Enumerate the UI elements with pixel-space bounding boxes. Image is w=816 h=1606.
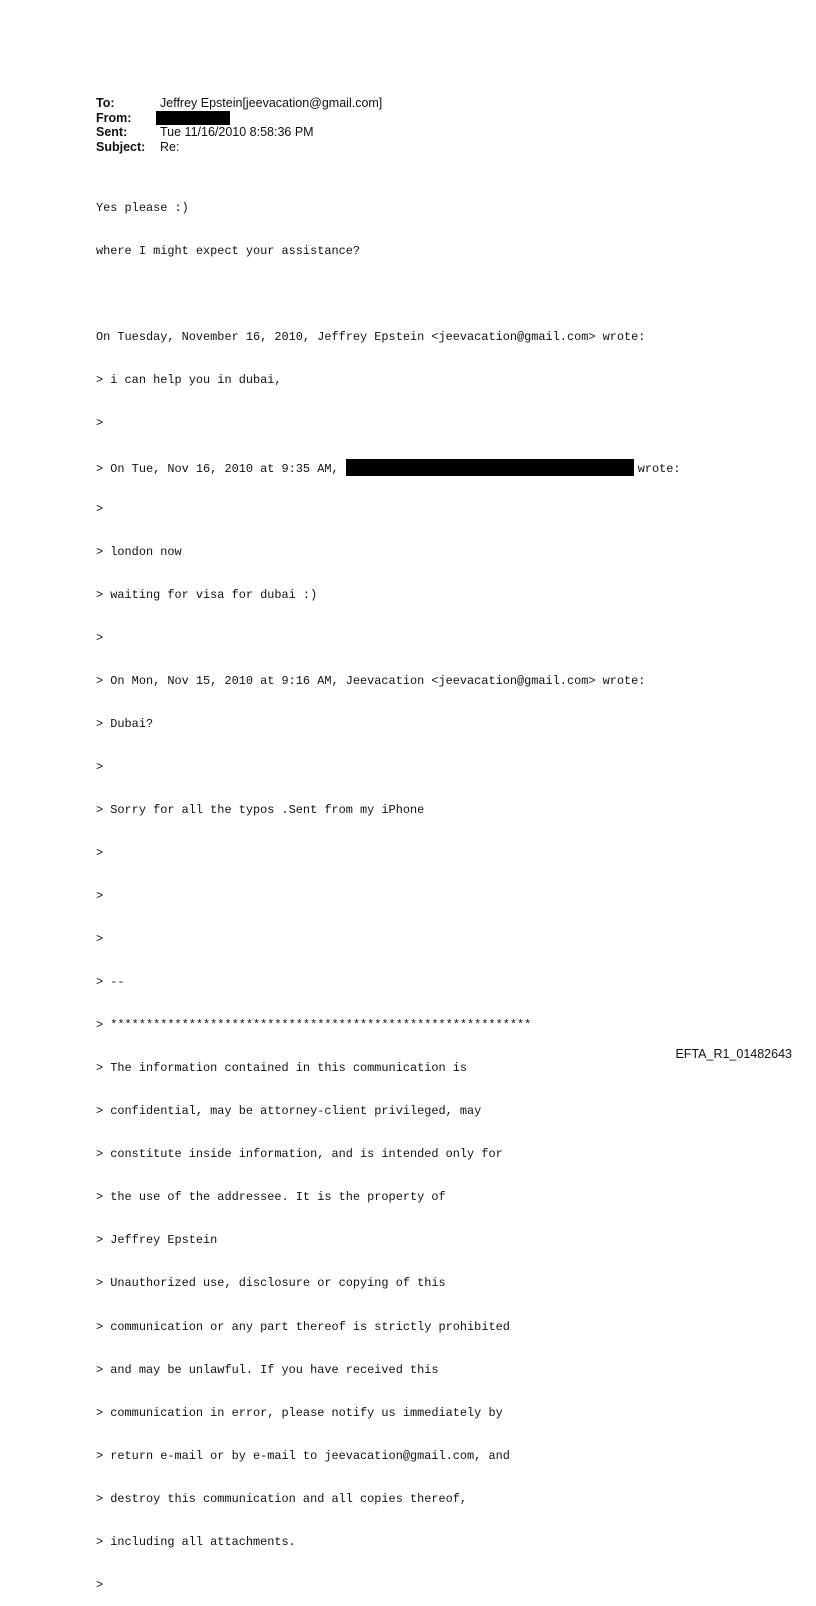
body-line: > Unauthorized use, disclosure or copying of this xyxy=(96,1276,446,1291)
body-line: On Tuesday, November 16, 2010, Jeffrey Epstein <jeevacation@gmail.com> wrote: xyxy=(96,329,646,344)
body-line: > waiting for visa for dubai :) xyxy=(96,587,318,602)
body-line: > including all attachments. xyxy=(96,1534,296,1549)
email-header xyxy=(96,96,382,154)
body-line: Yes please :) xyxy=(96,200,189,215)
sent-row xyxy=(96,125,382,140)
body-line: > The information contained in this communication is xyxy=(96,1061,468,1076)
redacted-line-suffix: wrote: xyxy=(637,461,681,476)
body-line: > and may be unlawful. If you have received this xyxy=(96,1362,439,1377)
body-line: > Dubai? xyxy=(96,717,154,732)
body-line: > xyxy=(96,932,104,947)
body-line: where I might expect your assistance? xyxy=(96,243,361,258)
body-line: > xyxy=(96,501,104,516)
body-line: > communication in error, please notify us immediately by xyxy=(96,1405,503,1420)
body-line: > -- xyxy=(96,975,125,990)
body-line: > Sorry for all the typos .Sent from my iPhone xyxy=(96,803,425,818)
redacted-quote-line xyxy=(96,459,681,476)
to-row xyxy=(96,96,382,111)
body-line: > communication or any part thereof is strictly prohibited xyxy=(96,1319,510,1334)
body-line: > On Mon, Nov 15, 2010 at 9:16 AM, Jeevacation <jeevacation@gmail.com> wrote: xyxy=(96,674,646,689)
body-line: > i can help you in dubai, xyxy=(96,372,282,387)
body-line: > xyxy=(96,415,104,430)
body-line: > xyxy=(96,631,104,645)
body-line xyxy=(96,287,681,301)
from-redaction xyxy=(156,111,230,125)
body-line: > destroy this communication and all copies thereof, xyxy=(96,1491,468,1506)
body-line: > xyxy=(96,889,104,904)
subject-label: Subject: xyxy=(96,139,146,154)
from-label: From: xyxy=(96,110,132,125)
to-label: To: xyxy=(96,96,115,110)
body-line: > confidential, may be attorney-client privileged, may xyxy=(96,1104,482,1119)
sent-label: Sent: xyxy=(96,125,128,139)
body-line: > xyxy=(96,846,104,861)
body-line: > london now xyxy=(96,544,182,559)
from-row xyxy=(96,111,382,126)
sender-redaction xyxy=(346,459,634,476)
body-line: > return e-mail or by e-mail to jeevacation@gmail.com, and xyxy=(96,1448,510,1463)
body-line: > constitute inside information, and is intended only for xyxy=(96,1147,503,1162)
email-body xyxy=(96,172,681,1606)
body-line: > xyxy=(96,1577,104,1592)
body-line: > xyxy=(96,760,104,775)
body-line: > the use of the addressee. It is the property of xyxy=(96,1190,446,1205)
to-value: Jeffrey Epstein[jeevacation@gmail.com] xyxy=(160,96,383,110)
body-line: > *********************************************************** xyxy=(96,1018,532,1033)
subject-value: Re: xyxy=(160,139,180,154)
body-line: > Jeffrey Epstein xyxy=(96,1233,218,1248)
redacted-line-prefix: > On Tue, Nov 16, 2010 at 9:35 AM, xyxy=(96,461,346,476)
sent-value: Tue 11/16/2010 8:58:36 PM xyxy=(160,125,314,139)
subject-row xyxy=(96,140,382,155)
document-id: EFTA_R1_01482643 xyxy=(675,1047,792,1061)
